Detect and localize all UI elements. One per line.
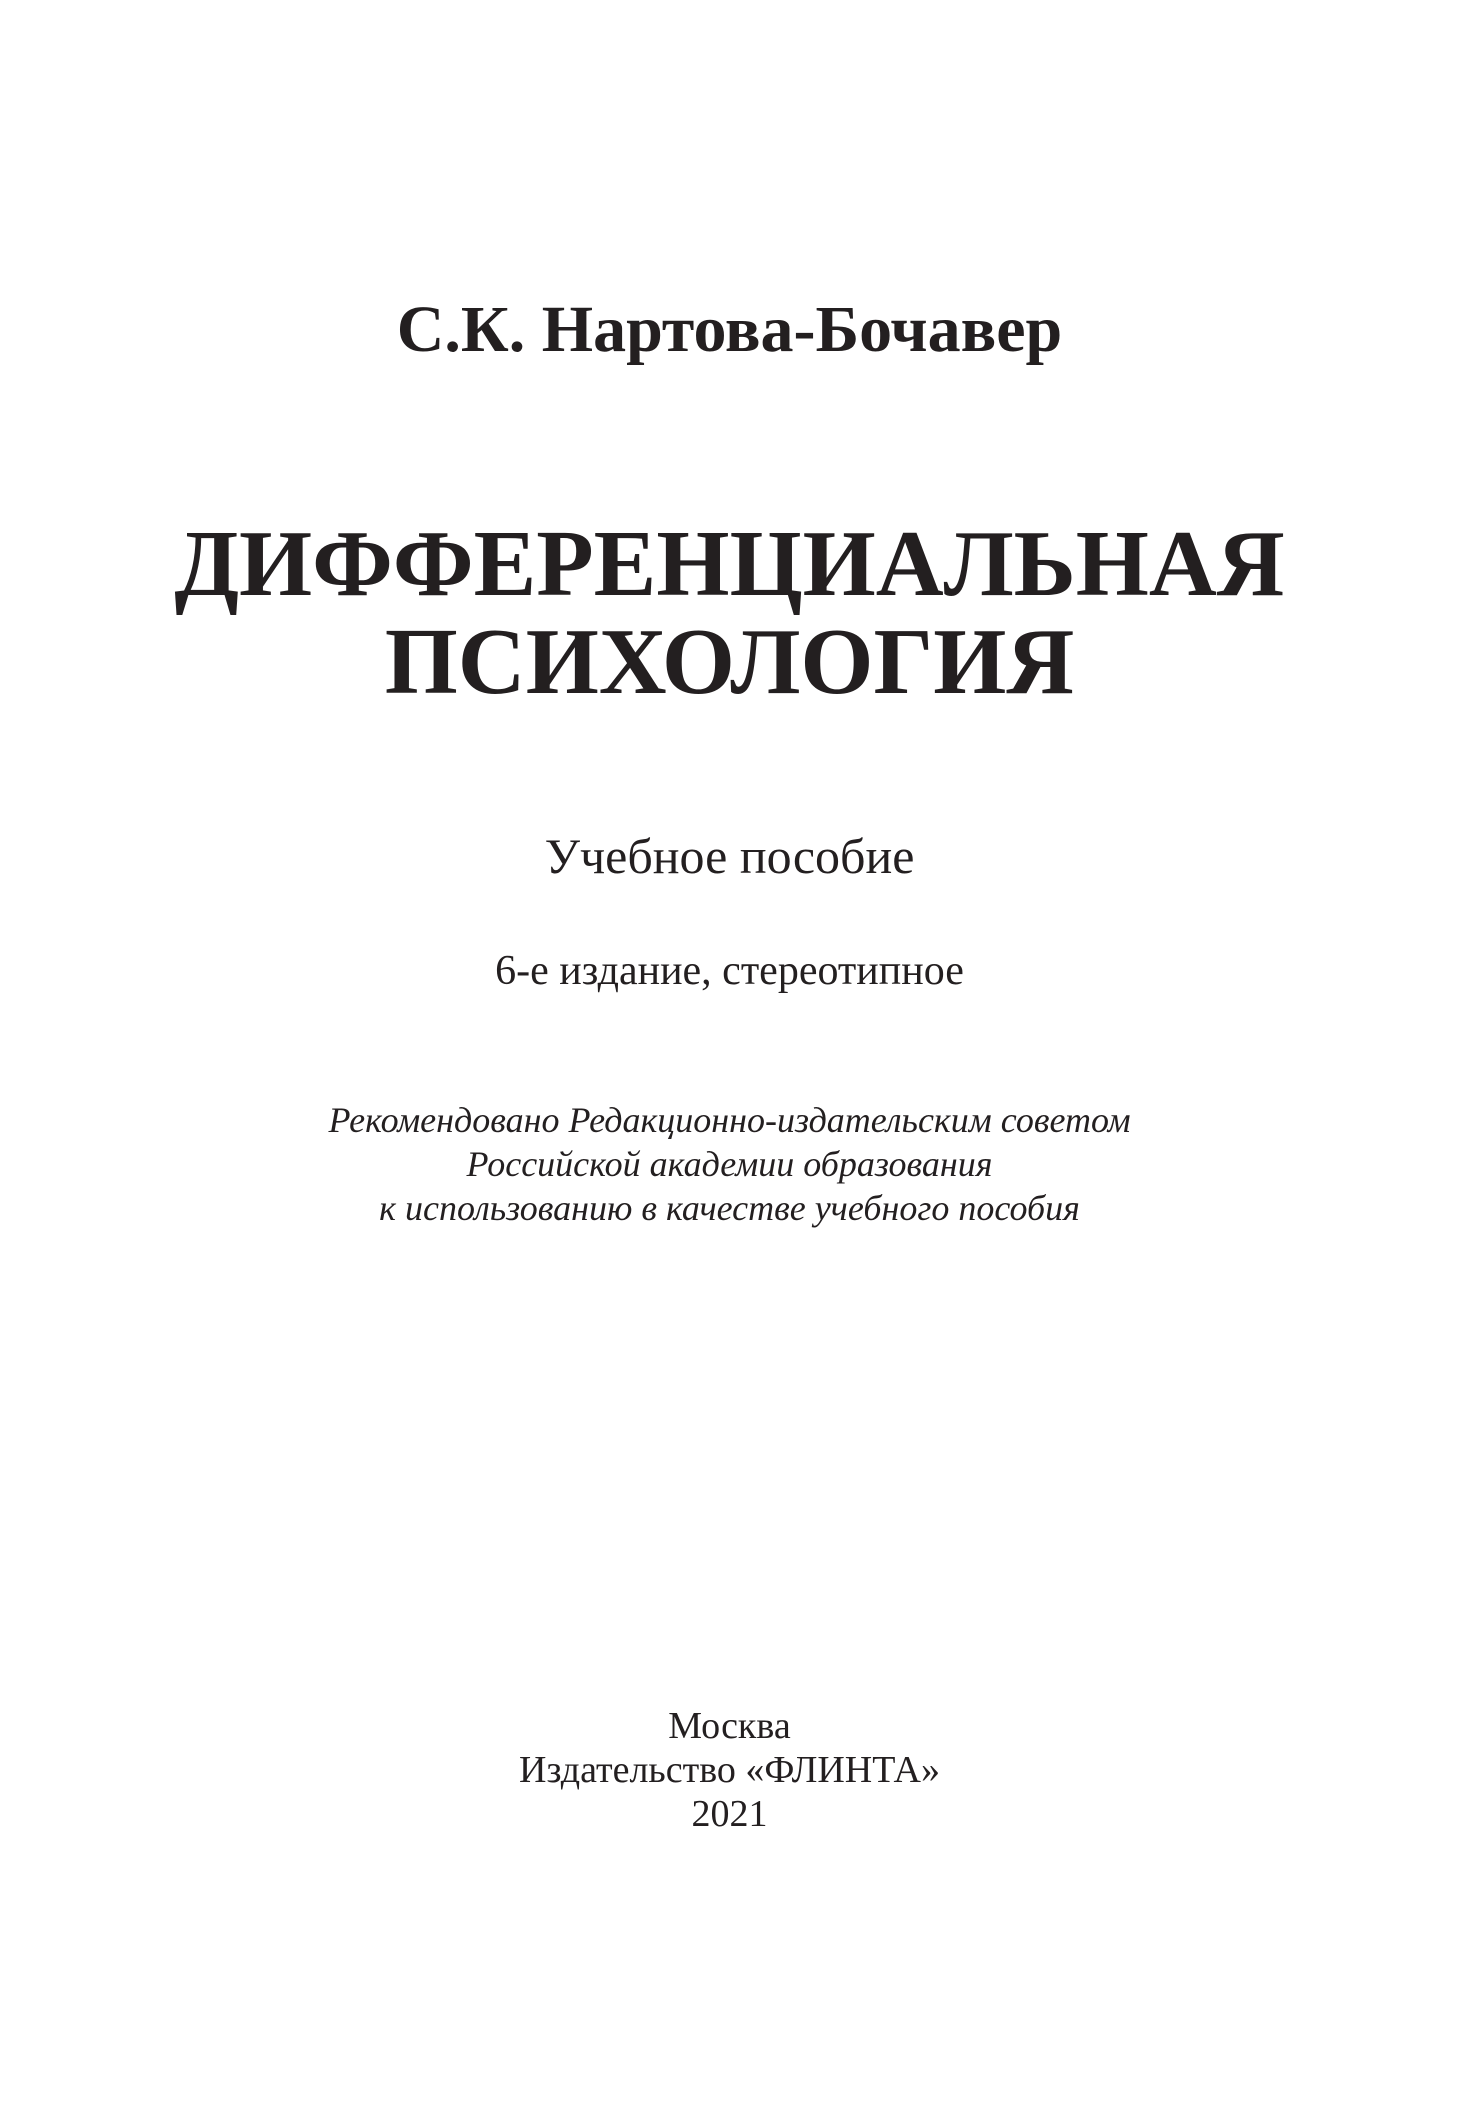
recommendation-line-1: Рекомендовано Редакционно-издательским советом — [328, 1100, 1131, 1140]
edition-note: 6-е издание, стереотипное — [495, 948, 964, 994]
book-subtitle: Учебное пособие — [544, 828, 915, 884]
book-title-line-1: ДИФФЕРЕНЦИАЛЬНАЯ — [174, 512, 1285, 616]
author-name: С.К. Нартова-Бочавер — [396, 293, 1063, 366]
imprint-publisher: Издательство «ФЛИНТА» — [519, 1749, 940, 1791]
imprint-city: Москва — [668, 1705, 791, 1747]
recommendation-line-3: к использованию в качестве учебного пособия — [379, 1188, 1080, 1228]
recommendation-line-2: Российской академии образования — [466, 1144, 993, 1184]
book-title-line-2: ПСИХОЛОГИЯ — [384, 610, 1075, 714]
imprint-year: 2021 — [691, 1793, 768, 1835]
